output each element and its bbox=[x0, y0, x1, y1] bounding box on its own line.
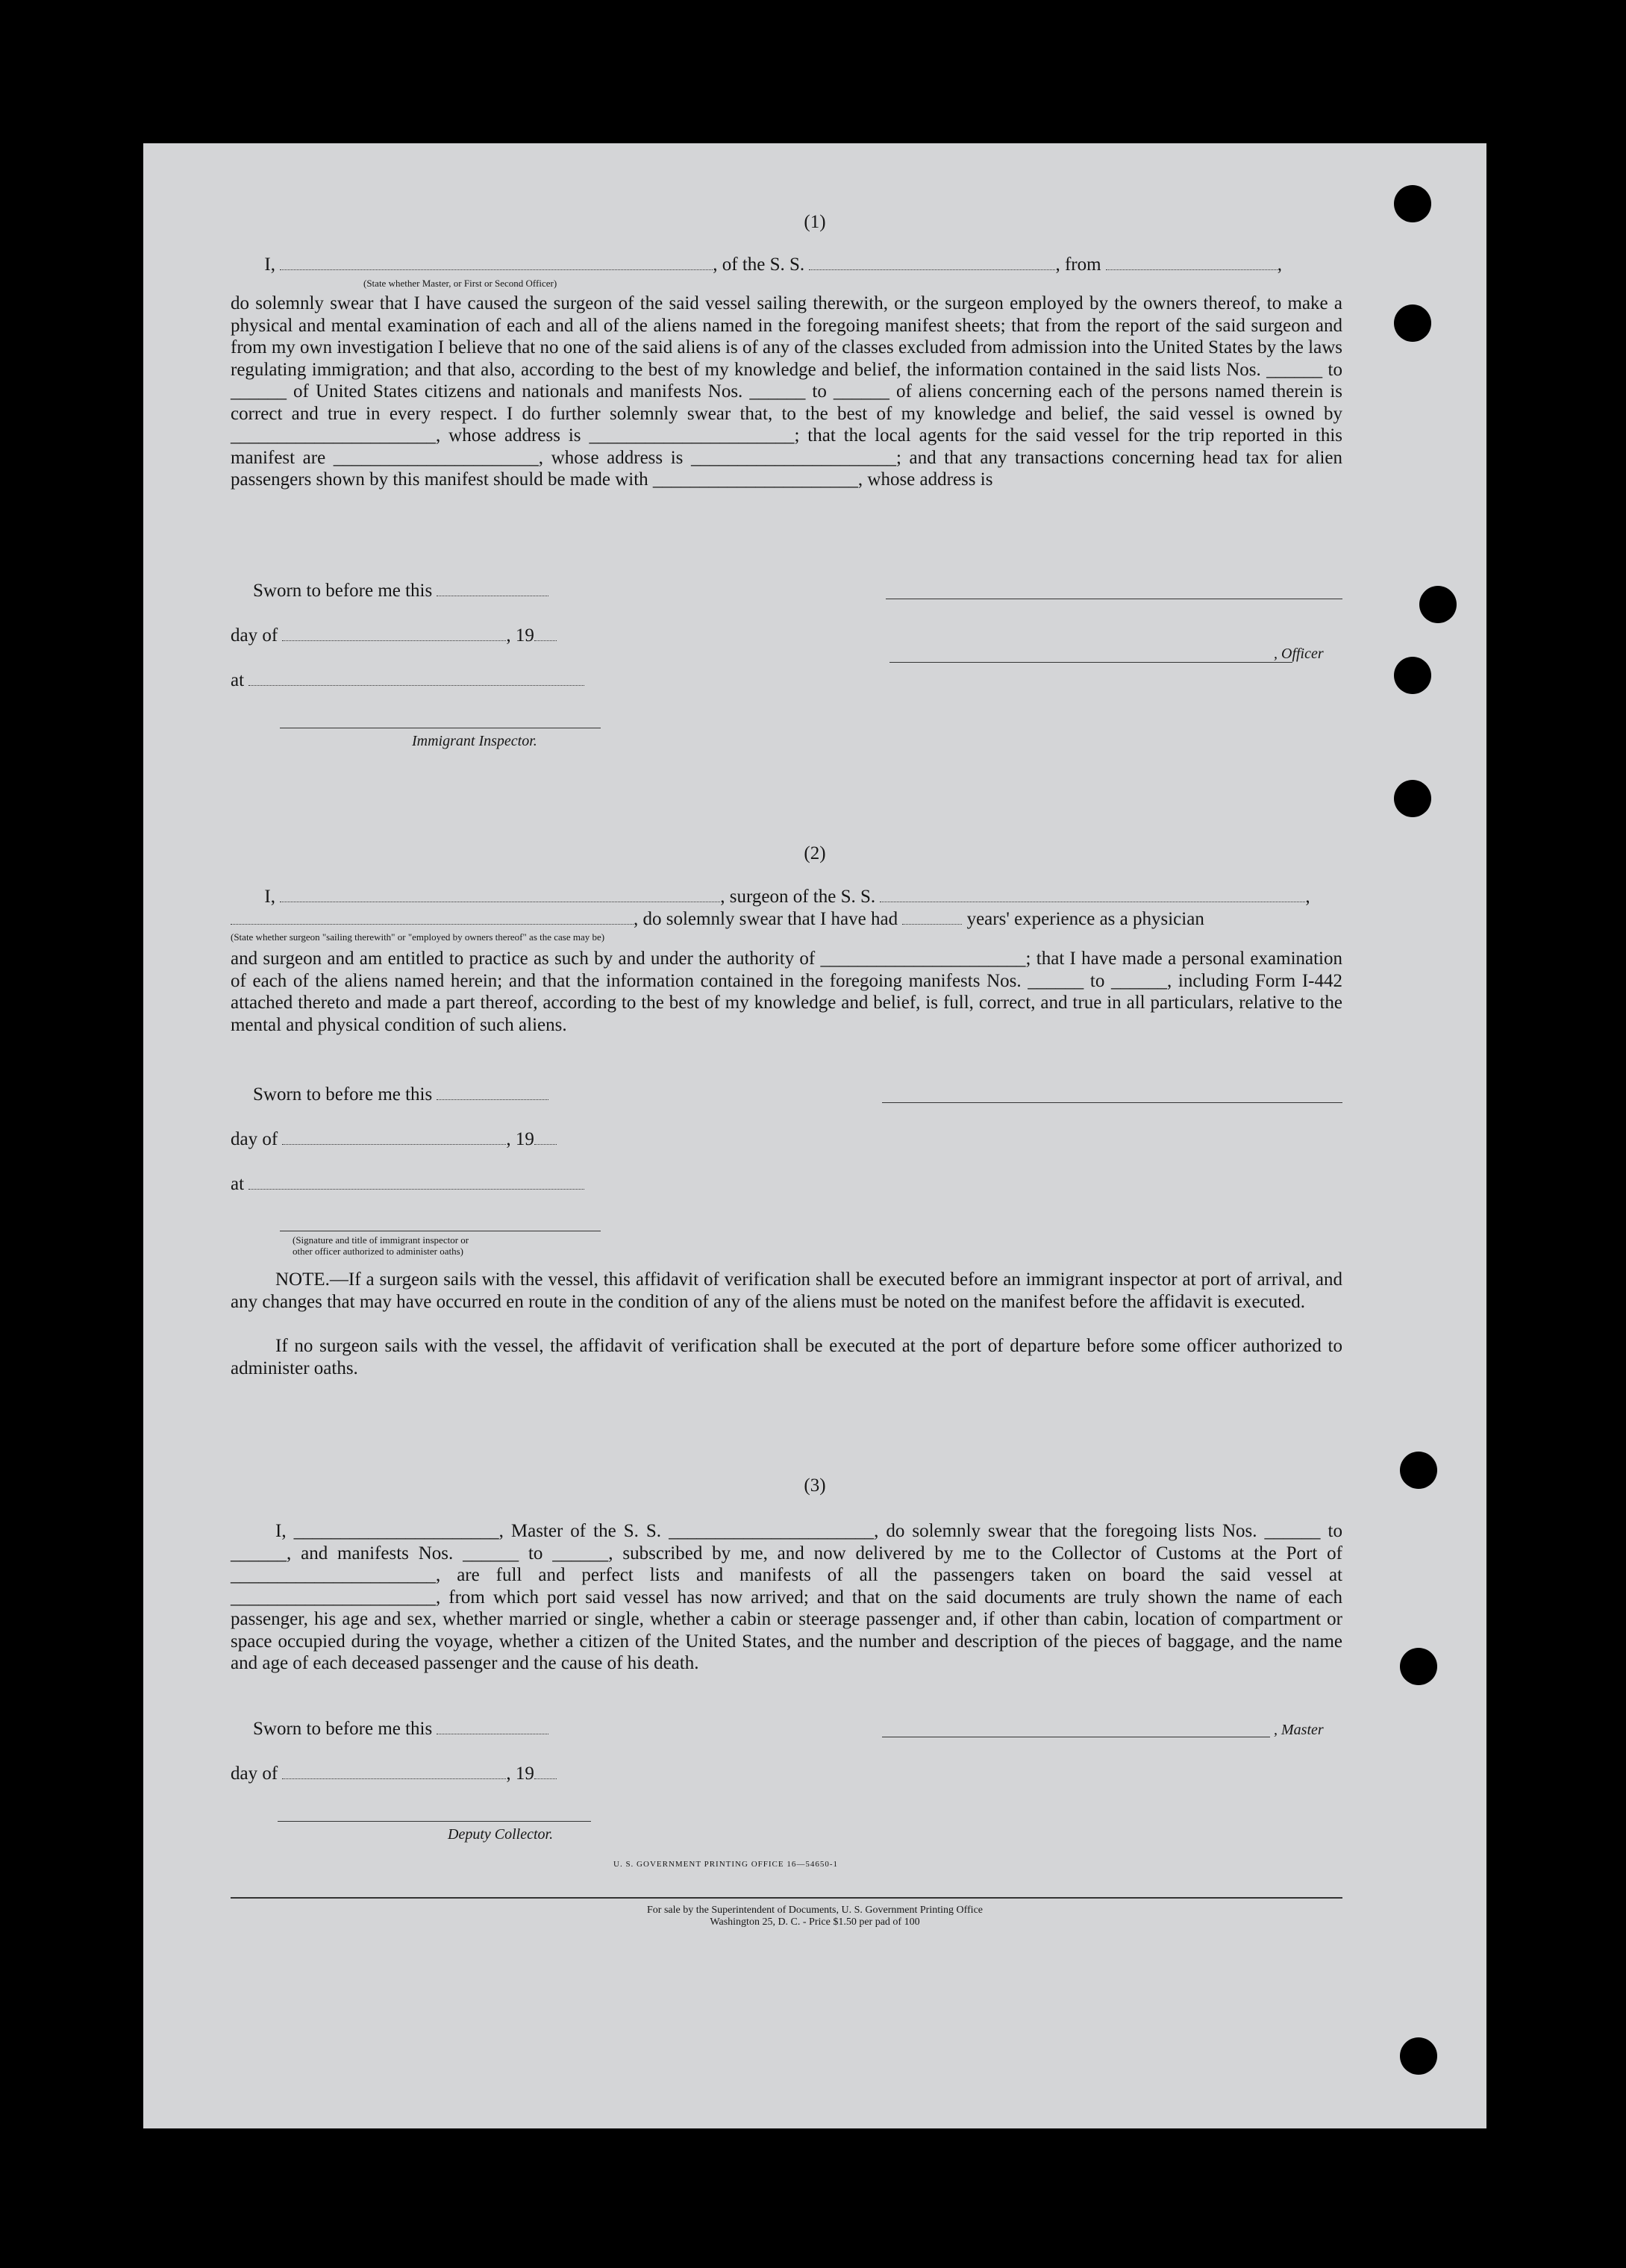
surgeon-status-field[interactable] bbox=[231, 910, 634, 925]
section-1-at-line bbox=[231, 669, 544, 692]
day-of-label: day of bbox=[231, 1129, 278, 1149]
section-1-first-line bbox=[231, 254, 1342, 276]
at-place-field[interactable] bbox=[248, 672, 584, 686]
surgeon-caption: (State whether surgeon "sailing therewith" or "employed by owners thereof" as the case may be) bbox=[231, 931, 605, 943]
experience-label: years' experience as a physician bbox=[966, 909, 1204, 929]
section-3-body: I, ______________________, Master of the S. S. ______________________, do solemnly swear that the foregoing lists Nos. ______ to ______, and manifests Nos. ______ to ______, subscribed by me, and now delivered by me to the Collector of Customs at the Port of ______________________, are full and perfect lists and manifests of all the passengers taken on board the said vessel at ______________________, from which port said vessel has now arrived; and that on the said documents are truly shown the name of each passenger, his age and sex, whether married or single, whether a cabin or steerage passenger and, if other than cabin, location of compartment or space occupied during the voyage, whether a citizen of the United States, and the number and description of the pieces of baggage, and the name and age of each deceased passenger and the cause of his death. bbox=[231, 1521, 1342, 1673]
section-1-number: (1) bbox=[804, 212, 826, 232]
section-1-sworn-line bbox=[231, 580, 544, 602]
sworn-label: Sworn to before me this bbox=[253, 1084, 433, 1105]
vessel-name-field[interactable] bbox=[880, 888, 1305, 902]
section-2-body: and surgeon and am entitled to practice as such by and under the authority of ______________________; that I have made a personal examination of each of the aliens named herein; and that the information contained in the foregoing manifests Nos. ______ to ______, including Form I-442 attached thereto and made a part thereof, according to the best of my knowledge and belief, is full, correct, and true in all particulars, relative to the mental and physical condition of such aliens. bbox=[231, 949, 1342, 1035]
binder-hole bbox=[1400, 2037, 1437, 2075]
section-1-day-line bbox=[231, 625, 544, 647]
note-label: NOTE. bbox=[275, 1269, 330, 1290]
officer-label: , Officer bbox=[1274, 646, 1324, 662]
at-label: at bbox=[231, 1174, 245, 1194]
manifest-affidavit-page bbox=[143, 143, 1486, 2128]
comma: , bbox=[1277, 254, 1283, 275]
year-label: , 19 bbox=[506, 1764, 534, 1784]
section-2-first-line bbox=[231, 886, 1342, 908]
day-of-field[interactable] bbox=[282, 1765, 506, 1779]
years-experience-field[interactable] bbox=[902, 910, 962, 925]
inspector-label: Immigrant Inspector. bbox=[412, 733, 537, 749]
collector-label: Deputy Collector. bbox=[448, 1826, 554, 1843]
officer-name-field[interactable] bbox=[280, 256, 713, 270]
officer-caption: (State whether Master, or First or Second Officer) bbox=[363, 278, 557, 289]
signature-caption-1: (Signature and title of immigrant inspector or bbox=[293, 1234, 469, 1246]
note-paragraph bbox=[231, 1269, 1342, 1313]
sworn-day-field[interactable] bbox=[437, 582, 548, 596]
year-label: , 19 bbox=[506, 625, 534, 646]
officer-signature-line-2 bbox=[889, 662, 1292, 663]
sworn-label: Sworn to before me this bbox=[253, 1719, 433, 1739]
section-2-number: (2) bbox=[804, 843, 826, 863]
sworn-day-field[interactable] bbox=[437, 1720, 548, 1734]
binder-hole bbox=[1394, 657, 1431, 694]
surgeon-of-label: , surgeon of the S. S. bbox=[720, 887, 876, 907]
pronoun-i: I, bbox=[264, 254, 275, 275]
master-label: , Master bbox=[1274, 1722, 1324, 1738]
section-3-sworn-line bbox=[231, 1718, 544, 1740]
section-2-second-line bbox=[231, 908, 1342, 931]
swear-label: , do solemnly swear that I have had bbox=[634, 909, 898, 929]
section-3-day-line bbox=[231, 1763, 544, 1785]
note-text: —If a surgeon sails with the vessel, this affidavit of verification shall be executed before an immigrant inspector at port of arrival, and any changes that may have occurred en route in the condition of any of the aliens must be noted on the manifest before the affidavit is executed. bbox=[231, 1269, 1342, 1312]
from-label: , from bbox=[1055, 254, 1101, 275]
section-3-number: (3) bbox=[804, 1475, 826, 1496]
footer-rule bbox=[231, 1897, 1342, 1899]
from-port-field[interactable] bbox=[1106, 256, 1278, 270]
section-1-body: do solemnly swear that I have caused the surgeon of the said vessel sailing therewith, or the surgeon employed by the owners thereof, to make a physical and mental examination of each and all of the aliens named in the foregoing manifest sheets; that from the report of the said surgeon and from my own investigation I believe that no one of the said aliens is of any of the classes excluded from admission into the United States by the laws regulating immigration; and that also, according to the best of my knowledge and belief, the information contained in the said lists Nos. ______ to ______ of United States citizens and nationals and manifests Nos. ______ to ______ of aliens concerning each of the persons named therein is correct and true in every respect. I do further solemnly swear that, to the best of my knowledge and belief, the said vessel is owned by ______________________, whose address is ______________________; that the local agents for the said vessel for the trip reported in this manifest are ______________________, whose address is ______________________; and that any transactions concerning head tax for alien passengers shown by this manifest should be made with ______________________, whose address is bbox=[231, 293, 1342, 490]
signature-caption-2: other officer authorized to administer oaths) bbox=[293, 1246, 463, 1257]
day-of-field[interactable] bbox=[282, 1131, 506, 1145]
sworn-day-field[interactable] bbox=[437, 1086, 548, 1100]
day-of-label: day of bbox=[231, 1764, 278, 1784]
at-place-field[interactable] bbox=[248, 1175, 584, 1190]
collector-signature-line bbox=[278, 1821, 591, 1822]
printer-line: U. S. GOVERNMENT PRINTING OFFICE 16—54650-1 bbox=[613, 1860, 839, 1869]
section-2-day-line bbox=[231, 1128, 544, 1151]
vessel-name-field[interactable] bbox=[809, 256, 1055, 270]
binder-hole bbox=[1394, 304, 1431, 342]
year-field[interactable] bbox=[534, 627, 557, 641]
surgeon-name-field[interactable] bbox=[280, 888, 720, 902]
sworn-label: Sworn to before me this bbox=[253, 581, 433, 601]
year-field[interactable] bbox=[534, 1765, 557, 1779]
year-field[interactable] bbox=[534, 1131, 557, 1145]
section-2-sworn-line bbox=[231, 1084, 544, 1106]
section-2-at-line bbox=[231, 1173, 544, 1196]
at-label: at bbox=[231, 670, 245, 690]
year-label: , 19 bbox=[506, 1129, 534, 1149]
footer-line-1: For sale by the Superintendent of Documents, U. S. Government Printing Office bbox=[647, 1905, 983, 1916]
binder-hole bbox=[1394, 185, 1431, 222]
day-of-field[interactable] bbox=[282, 627, 506, 641]
day-of-label: day of bbox=[231, 625, 278, 646]
binder-hole bbox=[1419, 586, 1457, 623]
binder-hole bbox=[1400, 1648, 1437, 1685]
surgeon-signature-line bbox=[882, 1102, 1342, 1103]
comma: , bbox=[1305, 887, 1310, 907]
pronoun-i: I, bbox=[264, 887, 275, 907]
binder-hole bbox=[1394, 780, 1431, 817]
binder-hole bbox=[1400, 1452, 1437, 1489]
note-paragraph-2: If no surgeon sails with the vessel, the affidavit of verification shall be executed at the port of departure before some officer authorized to administer oaths. bbox=[231, 1336, 1342, 1378]
footer-line-2: Washington 25, D. C. - Price $1.50 per pad of 100 bbox=[710, 1916, 920, 1928]
of-ss-label: , of the S. S. bbox=[713, 254, 805, 275]
